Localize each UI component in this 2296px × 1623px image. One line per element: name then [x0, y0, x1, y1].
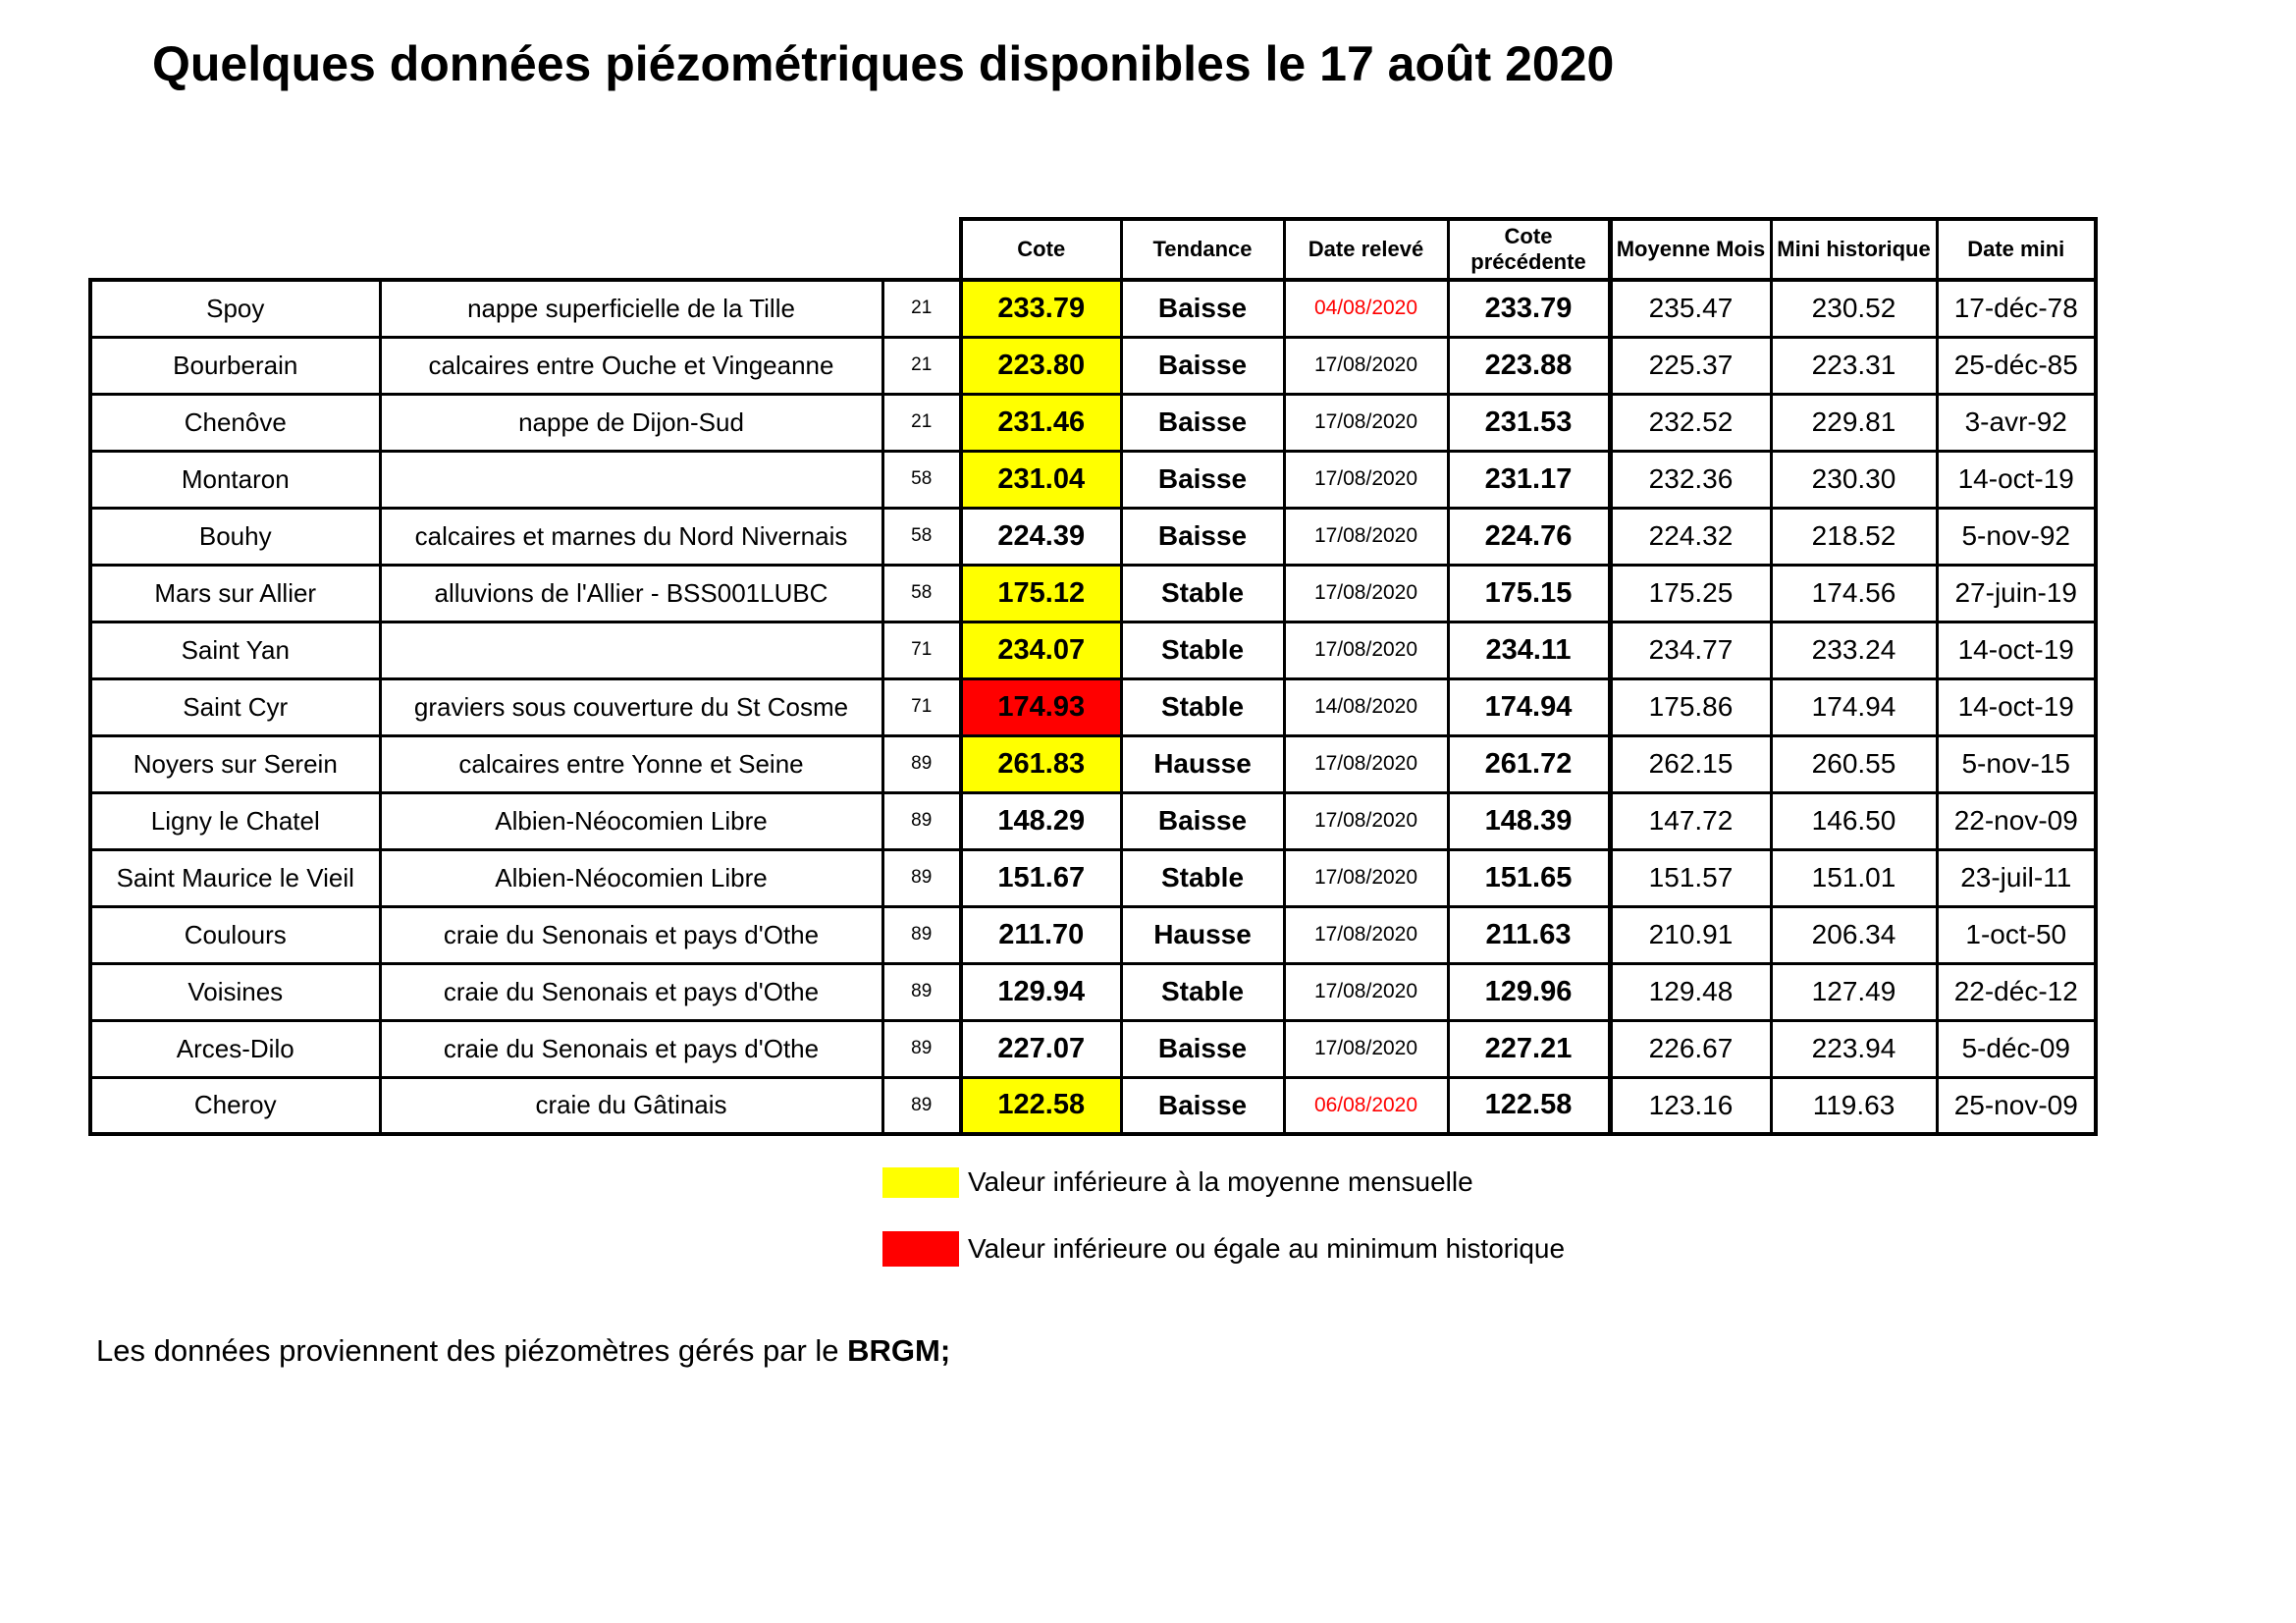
table-row [90, 906, 2096, 963]
table-row [90, 735, 2096, 792]
cell-moyenne-mois: 210.91 [1610, 906, 1771, 963]
cell-moyenne-mois: 225.37 [1610, 337, 1771, 394]
cell-aquifer: calcaires entre Yonne et Seine [380, 735, 882, 792]
cell-moyenne-mois: 262.15 [1610, 735, 1771, 792]
cell-mini-historique: 127.49 [1771, 963, 1937, 1020]
cell-date-releve: 17/08/2020 [1284, 565, 1448, 622]
cell-tendance: Stable [1121, 963, 1284, 1020]
cell-moyenne-mois: 232.52 [1610, 394, 1771, 451]
cell-mini-historique: 206.34 [1771, 906, 1937, 963]
cell-date-mini: 17-déc-78 [1937, 280, 2096, 337]
cell-date-releve: 17/08/2020 [1284, 963, 1448, 1020]
cell-date-mini: 5-nov-92 [1937, 508, 2096, 565]
legend-swatch-yellow [882, 1167, 959, 1198]
cell-date-releve: 17/08/2020 [1284, 508, 1448, 565]
cell-cote: 151.67 [961, 849, 1121, 906]
cell-cote-precedente: 211.63 [1448, 906, 1610, 963]
cell-station-name: Ligny le Chatel [90, 792, 380, 849]
cell-date-releve: 17/08/2020 [1284, 622, 1448, 678]
cell-aquifer: craie du Gâtinais [380, 1077, 882, 1134]
cell-date-releve: 17/08/2020 [1284, 451, 1448, 508]
cell-cote-precedente: 261.72 [1448, 735, 1610, 792]
table-row [90, 678, 2096, 735]
cell-tendance: Baisse [1121, 1020, 1284, 1077]
cell-date-mini: 1-oct-50 [1937, 906, 2096, 963]
cell-mini-historique: 230.52 [1771, 280, 1937, 337]
cell-cote: 233.79 [961, 280, 1121, 337]
cell-cote-precedente: 223.88 [1448, 337, 1610, 394]
header-date-mini: Date mini [1937, 219, 2096, 280]
footer-text: Les données proviennent des piézomètres gérés par le [96, 1333, 848, 1368]
cell-tendance: Baisse [1121, 451, 1284, 508]
cell-date-releve: 17/08/2020 [1284, 1020, 1448, 1077]
footer-source-name: BRGM; [847, 1333, 951, 1368]
cell-moyenne-mois: 235.47 [1610, 280, 1771, 337]
cell-cote: 231.46 [961, 394, 1121, 451]
cell-departement: 58 [882, 451, 961, 508]
cell-departement: 71 [882, 622, 961, 678]
cell-date-releve: 17/08/2020 [1284, 792, 1448, 849]
cell-aquifer: Albien-Néocomien Libre [380, 792, 882, 849]
cell-date-mini: 27-juin-19 [1937, 565, 2096, 622]
cell-moyenne-mois: 226.67 [1610, 1020, 1771, 1077]
table-header [90, 219, 2096, 280]
cell-cote-precedente: 234.11 [1448, 622, 1610, 678]
cell-station-name: Montaron [90, 451, 380, 508]
cell-date-mini: 25-nov-09 [1937, 1077, 2096, 1134]
table-row [90, 1020, 2096, 1077]
table-body [90, 280, 2096, 1134]
cell-departement: 58 [882, 508, 961, 565]
header-spacer-aquifer [380, 219, 882, 280]
cell-tendance: Baisse [1121, 280, 1284, 337]
cell-aquifer: craie du Senonais et pays d'Othe [380, 963, 882, 1020]
cell-date-mini: 25-déc-85 [1937, 337, 2096, 394]
cell-cote-precedente: 231.17 [1448, 451, 1610, 508]
cell-date-releve: 14/08/2020 [1284, 678, 1448, 735]
cell-date-mini: 23-juil-11 [1937, 849, 2096, 906]
footer-note [96, 1333, 950, 1369]
legend-swatch-red [882, 1231, 959, 1267]
table-row [90, 849, 2096, 906]
cell-station-name: Chenôve [90, 394, 380, 451]
cell-aquifer: calcaires entre Ouche et Vingeanne [380, 337, 882, 394]
cell-date-mini: 22-nov-09 [1937, 792, 2096, 849]
cell-cote: 174.93 [961, 678, 1121, 735]
cell-tendance: Stable [1121, 565, 1284, 622]
cell-aquifer: Albien-Néocomien Libre [380, 849, 882, 906]
cell-tendance: Stable [1121, 849, 1284, 906]
cell-moyenne-mois: 175.86 [1610, 678, 1771, 735]
cell-station-name: Cheroy [90, 1077, 380, 1134]
cell-moyenne-mois: 232.36 [1610, 451, 1771, 508]
header-cote-precedente: Cote précédente [1448, 219, 1610, 280]
table-row [90, 508, 2096, 565]
cell-cote: 175.12 [961, 565, 1121, 622]
cell-departement: 58 [882, 565, 961, 622]
cell-aquifer: graviers sous couverture du St Cosme [380, 678, 882, 735]
header-spacer-name [90, 219, 380, 280]
cell-cote: 231.04 [961, 451, 1121, 508]
cell-station-name: Voisines [90, 963, 380, 1020]
cell-tendance: Baisse [1121, 508, 1284, 565]
table-row [90, 792, 2096, 849]
cell-cote: 223.80 [961, 337, 1121, 394]
table-row [90, 280, 2096, 337]
cell-departement: 89 [882, 1020, 961, 1077]
cell-cote-precedente: 231.53 [1448, 394, 1610, 451]
cell-date-releve: 17/08/2020 [1284, 906, 1448, 963]
cell-aquifer: calcaires et marnes du Nord Nivernais [380, 508, 882, 565]
cell-date-releve: 06/08/2020 [1284, 1077, 1448, 1134]
cell-departement: 21 [882, 280, 961, 337]
cell-departement: 89 [882, 963, 961, 1020]
cell-cote: 227.07 [961, 1020, 1121, 1077]
table-row [90, 622, 2096, 678]
cell-cote: 129.94 [961, 963, 1121, 1020]
cell-mini-historique: 223.31 [1771, 337, 1937, 394]
cell-mini-historique: 230.30 [1771, 451, 1937, 508]
header-date-releve: Date relevé [1284, 219, 1448, 280]
header-spacer-dept [882, 219, 961, 280]
cell-cote: 224.39 [961, 508, 1121, 565]
cell-tendance: Hausse [1121, 906, 1284, 963]
cell-tendance: Stable [1121, 678, 1284, 735]
cell-tendance: Baisse [1121, 394, 1284, 451]
cell-tendance: Baisse [1121, 337, 1284, 394]
cell-mini-historique: 151.01 [1771, 849, 1937, 906]
header-mini-historique: Mini historique [1771, 219, 1937, 280]
page-title: Quelques données piézométriques disponibles le 17 août 2020 [152, 36, 1615, 91]
cell-departement: 89 [882, 906, 961, 963]
cell-aquifer: nappe de Dijon-Sud [380, 394, 882, 451]
cell-cote: 261.83 [961, 735, 1121, 792]
cell-mini-historique: 218.52 [1771, 508, 1937, 565]
legend-item-at-min [882, 1231, 1565, 1267]
cell-mini-historique: 146.50 [1771, 792, 1937, 849]
cell-moyenne-mois: 175.25 [1610, 565, 1771, 622]
cell-station-name: Spoy [90, 280, 380, 337]
cell-mini-historique: 119.63 [1771, 1077, 1937, 1134]
cell-aquifer: craie du Senonais et pays d'Othe [380, 1020, 882, 1077]
cell-cote-precedente: 233.79 [1448, 280, 1610, 337]
cell-moyenne-mois: 123.16 [1610, 1077, 1771, 1134]
cell-station-name: Arces-Dilo [90, 1020, 380, 1077]
cell-date-mini: 22-déc-12 [1937, 963, 2096, 1020]
cell-date-mini: 5-nov-15 [1937, 735, 2096, 792]
table-row [90, 963, 2096, 1020]
cell-cote-precedente: 151.65 [1448, 849, 1610, 906]
cell-date-mini: 14-oct-19 [1937, 451, 2096, 508]
cell-cote-precedente: 227.21 [1448, 1020, 1610, 1077]
cell-station-name: Saint Maurice le Vieil [90, 849, 380, 906]
cell-cote: 234.07 [961, 622, 1121, 678]
cell-station-name: Saint Yan [90, 622, 380, 678]
table-row [90, 451, 2096, 508]
cell-departement: 71 [882, 678, 961, 735]
table-row [90, 337, 2096, 394]
cell-moyenne-mois: 129.48 [1610, 963, 1771, 1020]
cell-tendance: Baisse [1121, 792, 1284, 849]
cell-moyenne-mois: 224.32 [1610, 508, 1771, 565]
cell-mini-historique: 260.55 [1771, 735, 1937, 792]
cell-aquifer [380, 622, 882, 678]
cell-date-releve: 17/08/2020 [1284, 337, 1448, 394]
cell-cote: 211.70 [961, 906, 1121, 963]
cell-aquifer: alluvions de l'Allier - BSS001LUBC [380, 565, 882, 622]
cell-station-name: Mars sur Allier [90, 565, 380, 622]
header-row [90, 219, 2096, 280]
cell-aquifer: nappe superficielle de la Tille [380, 280, 882, 337]
cell-moyenne-mois: 234.77 [1610, 622, 1771, 678]
cell-tendance: Baisse [1121, 1077, 1284, 1134]
table-row [90, 565, 2096, 622]
table-row [90, 394, 2096, 451]
cell-mini-historique: 223.94 [1771, 1020, 1937, 1077]
table-row [90, 1077, 2096, 1134]
cell-tendance: Stable [1121, 622, 1284, 678]
cell-date-releve: 17/08/2020 [1284, 735, 1448, 792]
cell-moyenne-mois: 147.72 [1610, 792, 1771, 849]
cell-departement: 89 [882, 792, 961, 849]
cell-departement: 21 [882, 394, 961, 451]
cell-tendance: Hausse [1121, 735, 1284, 792]
cell-cote-precedente: 175.15 [1448, 565, 1610, 622]
cell-station-name: Bouhy [90, 508, 380, 565]
cell-departement: 89 [882, 1077, 961, 1134]
cell-date-releve: 04/08/2020 [1284, 280, 1448, 337]
cell-date-mini: 14-oct-19 [1937, 678, 2096, 735]
piezometric-table [88, 217, 2098, 1136]
cell-cote-precedente: 129.96 [1448, 963, 1610, 1020]
cell-moyenne-mois: 151.57 [1610, 849, 1771, 906]
header-moyenne-mois: Moyenne Mois [1610, 219, 1771, 280]
cell-aquifer [380, 451, 882, 508]
cell-date-mini: 3-avr-92 [1937, 394, 2096, 451]
cell-mini-historique: 174.56 [1771, 565, 1937, 622]
legend-label: Valeur inférieure à la moyenne mensuelle [968, 1166, 1473, 1197]
header-cote: Cote [961, 219, 1121, 280]
cell-mini-historique: 174.94 [1771, 678, 1937, 735]
cell-station-name: Coulours [90, 906, 380, 963]
legend-label: Valeur inférieure ou égale au minimum historique [968, 1233, 1566, 1264]
header-tendance: Tendance [1121, 219, 1284, 280]
cell-station-name: Saint Cyr [90, 678, 380, 735]
cell-departement: 89 [882, 735, 961, 792]
cell-mini-historique: 233.24 [1771, 622, 1937, 678]
cell-cote-precedente: 174.94 [1448, 678, 1610, 735]
cell-cote-precedente: 148.39 [1448, 792, 1610, 849]
cell-cote-precedente: 122.58 [1448, 1077, 1610, 1134]
cell-date-mini: 5-déc-09 [1937, 1020, 2096, 1077]
cell-cote: 122.58 [961, 1077, 1121, 1134]
cell-cote: 148.29 [961, 792, 1121, 849]
cell-cote-precedente: 224.76 [1448, 508, 1610, 565]
cell-station-name: Noyers sur Serein [90, 735, 380, 792]
cell-departement: 89 [882, 849, 961, 906]
cell-date-mini: 14-oct-19 [1937, 622, 2096, 678]
cell-station-name: Bourberain [90, 337, 380, 394]
cell-date-releve: 17/08/2020 [1284, 849, 1448, 906]
cell-departement: 21 [882, 337, 961, 394]
legend-item-below-average [882, 1166, 1473, 1198]
cell-mini-historique: 229.81 [1771, 394, 1937, 451]
cell-date-releve: 17/08/2020 [1284, 394, 1448, 451]
cell-aquifer: craie du Senonais et pays d'Othe [380, 906, 882, 963]
